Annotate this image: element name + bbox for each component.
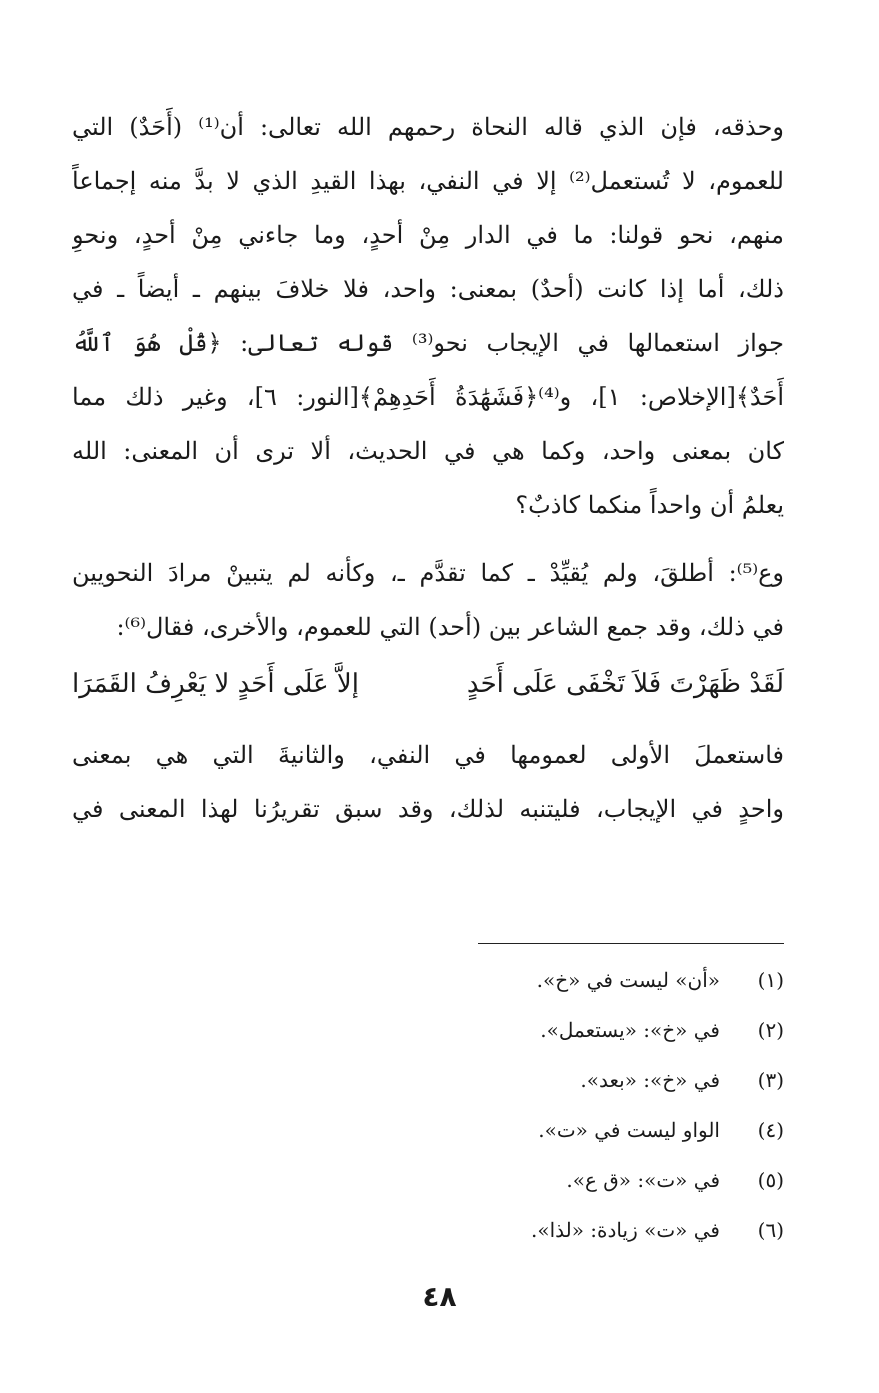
footnote-number: (٢) [757,1018,784,1042]
verse-first-hemistich: لَقَدْ ظَهَرْتَ فَلاَ تَخْفَى عَلَى أَحَدٍ [466,669,784,699]
footnote-number: (٤) [757,1118,784,1142]
footnote-text: في «خ»: «يستعمل». [540,1018,720,1042]
text-line: جواز استعمالها في الإيجاب نحو⁽³⁾ قوله تعالى: ﴿قُلْ هُوَ ٱللَّهُ [72,329,784,357]
footnote-text: في «ت»: «ق ع». [566,1168,720,1192]
footnote-item [184,955,784,1005]
main-text [72,100,784,836]
verse-second-hemistich: إلاَّ عَلَى أَحَدٍ لا يَعْرِفُ القَمَرَا [72,669,359,699]
footnote-text: «أن» ليست في «خ». [536,968,720,992]
footnote-item [184,1155,784,1205]
footnote-number: (٥) [757,1168,784,1192]
footnotes [184,955,784,1255]
paragraph-gap [72,714,784,728]
footnote-text: الواو ليست في «ت». [538,1118,720,1142]
footnote-number: (١) [757,968,784,992]
footnote-number: (٦) [757,1218,784,1242]
footnote-item [184,1205,784,1255]
text-line: أَحَدٌ﴾[الإخلاص: ١]، و⁽⁴⁾﴿فَشَهَٰدَةُ أَحَدِهِمْ﴾[النور: ٦]، وغير ذلك مما [72,383,784,411]
text-line: فاستعملَ الأولى لعمومها في النفي، والثانيةَ التي هي بمعنى [72,741,784,769]
footnote-text: في «ت» زيادة: «لذا». [530,1218,720,1242]
footnote-separator [478,943,784,944]
footnote-number: (٣) [757,1068,784,1092]
footnote-text: في «خ»: «بعد». [580,1068,720,1092]
text-line: وع⁽⁵⁾: أطلقَ، ولم يُقيِّدْ ـ كما تقدَّم ـ، وكأنه لم يتبينْ مرادَ النحويين [72,559,784,587]
text-line: وحذقه، فإن الذي قاله النحاة رحمهم الله تعالى: أن⁽¹⁾ (أَحَدٌ) التي [72,113,784,141]
text-line: واحدٍ في الإيجاب، فليتنبه لذلك، وقد سبق تقريرُنا لهذا المعنى في [72,795,784,823]
text-line: للعموم، لا تُستعمل⁽²⁾ إلا في النفي، بهذا القيدِ الذي لا بدَّ منه إجماعاً [72,167,784,195]
paragraph-gap [72,532,784,546]
poetry-verse [72,654,784,714]
page-number: ٤٨ [422,1280,457,1313]
footnote-item [184,1005,784,1055]
footnote-item [184,1105,784,1155]
footnote-item [184,1055,784,1105]
text-line: يعلمُ أن واحداً منكما كاذبٌ؟ [515,491,784,519]
text-line: في ذلك، وقد جمع الشاعر بين (أحد) التي للعموم، والأخرى، فقال⁽⁶⁾: [116,613,784,641]
text-line: كان بمعنى واحد، وكما هي في الحديث، ألا ترى أن المعنى: الله [72,437,784,465]
text-line: ذلك، أما إذا كانت (أحدٌ) بمعنى: واحد، فلا خلافَ بينهم ـ أيضاً ـ في [72,275,784,303]
text-line: منهم، نحو قولنا: ما في الدار مِنْ أحدٍ، وما جاءني مِنْ أحدٍ، ونحوِ [72,221,784,249]
